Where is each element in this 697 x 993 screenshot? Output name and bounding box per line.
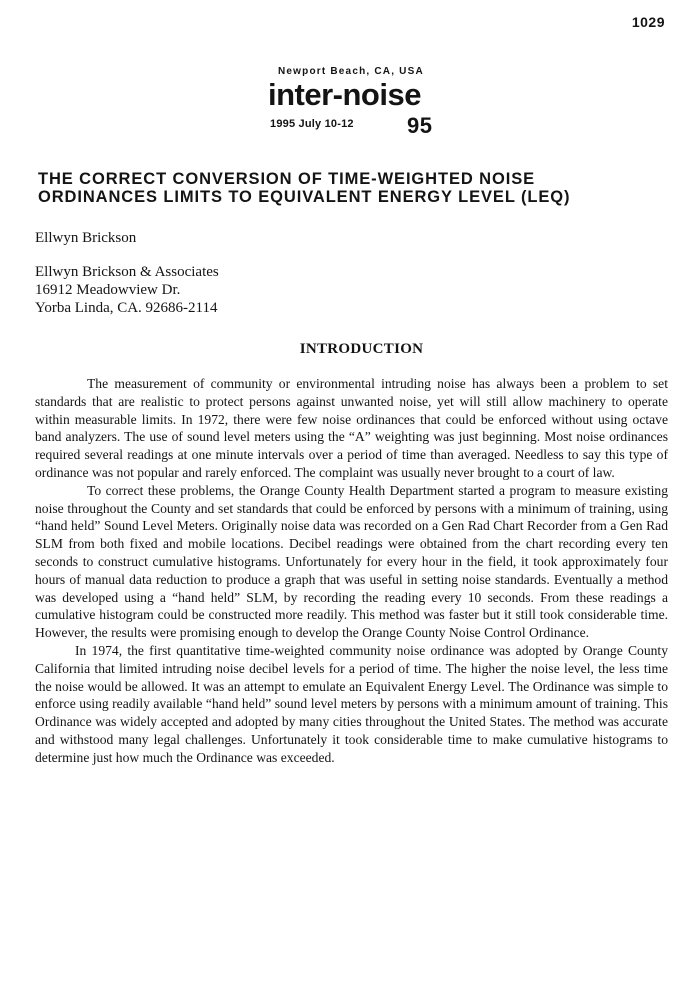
affiliation-line-3: Yorba Linda, CA. 92686-2114 — [35, 300, 218, 316]
paragraph-2: To correct these problems, the Orange County Health Department started a program to measure existing noise throughout the County and set standards that could be enforced by persons with a minimum of training, using “hand held” Sound Level Meters. Originally noise data was recorded on a Gen Rad Chart Recorder from a Gen Rad SLM from both fixed and mobile locations. Decibel readings were obtained from the chart recording every ten seconds to construct cumulative histograms. Unfortunately for every hour in the field, it took approximately four hours of manual data reduction to produce a graph that was useful in setting noise standards. Eventually a method was developed using a “hand held” SLM, by recording the reading every 10 seconds. From these readings a cumulative histogram could be constructed more readily. This method was faster but it still took considerable time. However, the results were promising enough to develop the Orange County Noise Control Ordinance. — [35, 482, 668, 641]
conference-year: 95 — [407, 113, 433, 138]
affiliation-line-2: 16912 Meadowview Dr. — [35, 282, 181, 298]
author-name: Ellwyn Brickson — [35, 230, 137, 246]
affiliation-line-1: Ellwyn Brickson & Associates — [35, 264, 219, 280]
paper-title — [38, 170, 678, 206]
paragraph-3: In 1974, the first quantitative time-weighted community noise ordinance was adopted by Orange County California that limited intruding noise decibel levels for a period of time. The higher the noise level, the less time the noise would be allowed. It was an attempt to emulate an Equivalent Energy Level. The Ordinance was simple to enforce using readily available “hand held” sound level meters by persons with a minimum amount of training. This Ordinance was widely accepted and adopted by many cities throughout the United States. The method was accurate and withstood many legal challenges. Unfortunately it took considerable time to make cumulative histograms to determine just how much the Ordinance was exceeded. — [35, 642, 668, 765]
conference-logo: inter-noise — [268, 77, 421, 112]
conference-dates: 1995 July 10-12 — [270, 118, 354, 130]
paragraph-1: The measurement of community or environmental intruding noise has always been a problem to set standards that are realistic to protect persons against unwanted noise, yet will still allow machinery to operate within measurable limits. In 1972, there were few noise ordinances that could be enforced without using octave band analyzers. The use of sound level meters using the “A” weighting was just beginning. Most noise ordinances required several readings at one minute intervals over a period of time than averaged. Needless to say this type of ordinance was not popular and rarely enforced. The complaint was usually never brought to a court of law. — [35, 376, 668, 480]
section-heading-introduction: INTRODUCTION — [299, 341, 424, 357]
paper-title-line-1: THE CORRECT CONVERSION OF TIME-WEIGHTED NOISE — [38, 170, 536, 188]
page-number: 1029 — [631, 14, 665, 30]
author-affiliation — [35, 263, 219, 317]
paper-title-line-2: ORDINANCES LIMITS TO EQUIVALENT ENERGY LEVEL (LEQ) — [38, 188, 571, 206]
conference-location: Newport Beach, CA, USA — [278, 66, 424, 77]
introduction-body — [35, 375, 668, 767]
